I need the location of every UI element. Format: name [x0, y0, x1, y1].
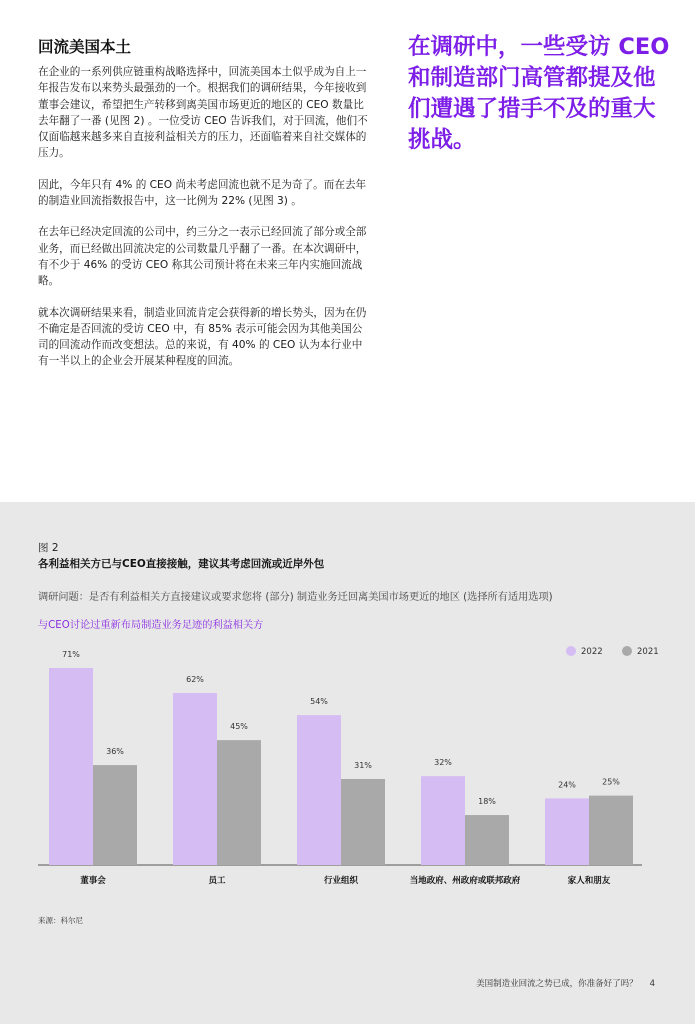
- data-label-2021: 45%: [230, 722, 248, 732]
- data-label-2022: 54%: [310, 697, 328, 707]
- category-label: 董事会: [80, 876, 106, 886]
- body-paragraph: 在去年已经决定回流的公司中，约三分之一表示已经回流了部分或全部业务，而已经做出回流决定的公司数量几乎翻了一番。在本次调研中，有不少于 46% 的受访 CEO 称其公司预计将在未来三年内实施回流战略。: [38, 226, 367, 288]
- body-text: [38, 64, 368, 385]
- category-label: 家人和朋友: [567, 876, 611, 886]
- bar-2022: [49, 668, 93, 865]
- category-label: 行业组织: [323, 876, 359, 886]
- data-label-2022: 32%: [434, 758, 452, 768]
- body-paragraph: 因此，今年只有 4% 的 CEO 尚未考虑回流也就不足为奇了。而在去年的制造业回流指数报告中，这一比例为 22% (见图 3) 。: [38, 178, 367, 208]
- data-label-2022: 62%: [186, 674, 204, 684]
- legend-marker-2022: [566, 646, 576, 656]
- source-note: 来源：科尔尼: [38, 916, 83, 925]
- chart-subtitle: 与CEO讨论过重新布局制造业务足迹的利益相关方: [38, 620, 264, 631]
- legend-label-2021: 2021: [637, 647, 659, 657]
- figure-panel: [0, 502, 695, 1024]
- bar-2022: [421, 776, 465, 865]
- legend-marker-2021: [622, 646, 632, 656]
- figure-number: 图 2: [38, 542, 59, 554]
- footer-title: 美国制造业回流之势已成，你准备好了吗？: [476, 979, 638, 989]
- pull-quote: 在调研中，一些受访 CEO 和制造部门高管都提及他们遭遇了措手不及的重大挑战。: [408, 34, 670, 153]
- section-title: 回流美国本土: [38, 38, 132, 56]
- body-paragraph: 在企业的一系列供应链重构战略选择中，回流美国本土似乎成为自上一年报告发布以来势头最强劲的一个。根据我们的调研结果，今年接收到董事会建议，希望把生产转移到离美国市场更近的地区的 CEO 数量比去年翻了一番 (见图 2) 。一位受访 CEO 告诉我们，对于回流，他们不仅面临越来越多来自直接利益相关方的压力，还面临着来自社交媒体的压力。: [38, 66, 368, 160]
- category-label: 员工: [208, 876, 226, 886]
- bar-2021: [93, 765, 137, 865]
- bar-2021: [465, 815, 509, 865]
- bar-2021: [589, 796, 633, 865]
- data-label-2022: 24%: [558, 780, 576, 790]
- bar-2021: [341, 779, 385, 865]
- bar-2022: [545, 798, 589, 865]
- text-section: [0, 0, 695, 502]
- data-label-2021: 18%: [478, 797, 496, 807]
- page-number: 4: [649, 979, 655, 989]
- survey-question: 调研问题：是否有利益相关方直接建议或要求您将 (部分) 制造业务迁回离美国市场更近的地区 (选择所有适用选项): [38, 592, 553, 603]
- bar-2021: [217, 740, 261, 865]
- figure-title: 各利益相关方已与CEO直接接触，建议其考虑回流或近岸外包: [38, 558, 325, 570]
- bar-2022: [173, 693, 217, 865]
- category-label: 当地政府、州政府或联邦政府: [409, 876, 521, 886]
- data-label-2021: 36%: [106, 747, 124, 757]
- data-label-2022: 71%: [62, 649, 80, 659]
- data-label-2021: 25%: [602, 777, 620, 787]
- legend-label-2022: 2022: [581, 647, 603, 657]
- bar-chart: [0, 502, 695, 902]
- data-label-2021: 31%: [354, 760, 372, 770]
- bar-2022: [297, 715, 341, 865]
- page-footer: [476, 977, 655, 989]
- body-paragraph: 就本次调研结果来看，制造业回流肯定会获得新的增长势头，因为在仍不确定是否回流的受访 CEO 中，有 85% 表示可能会因为其他美国公司的回流动作而改变想法。总的来说，有 40% 的 CEO 认为本行业中有一半以上的企业会开展某种程度的回流。: [38, 306, 367, 368]
